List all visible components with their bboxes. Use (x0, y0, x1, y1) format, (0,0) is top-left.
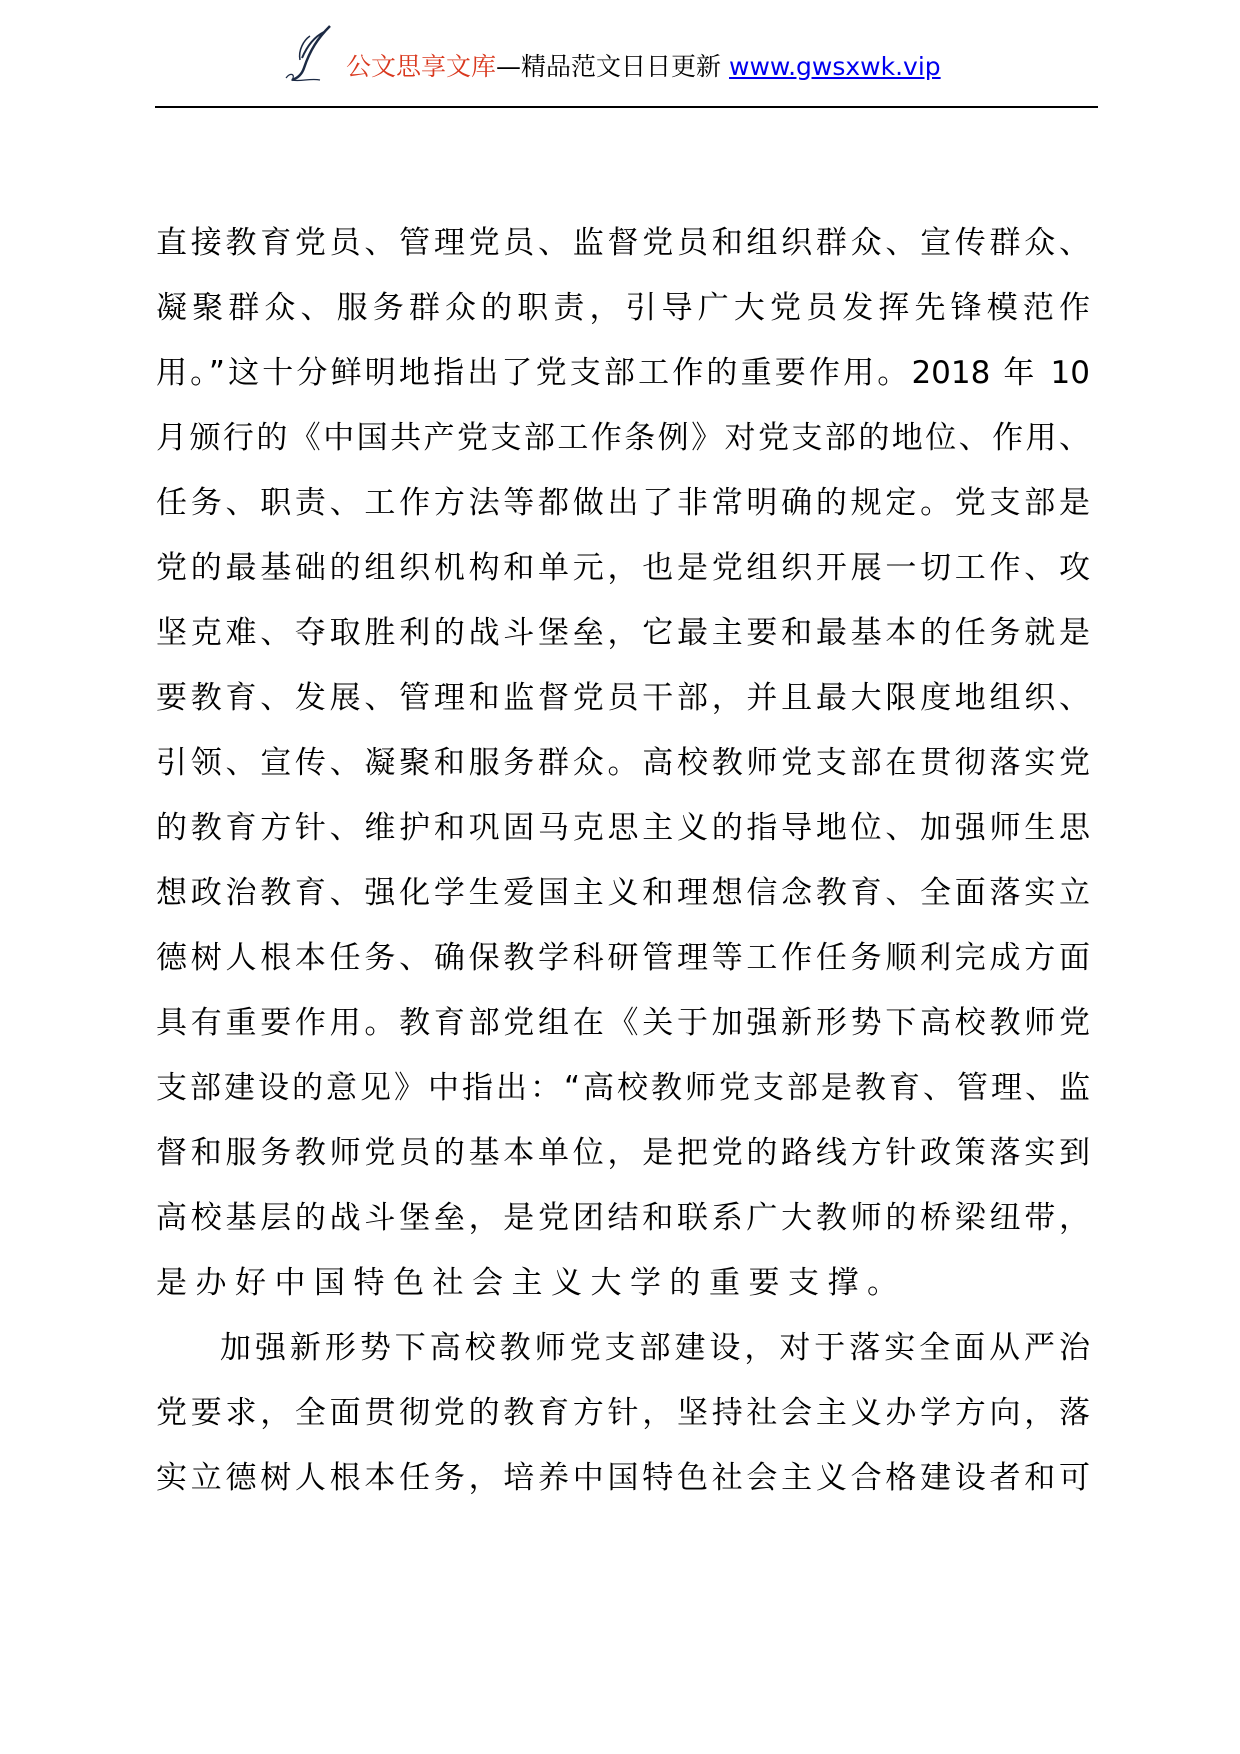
text-line: 实立德树人根本任务，培养中国特色社会主义合格建设者和可 (156, 1460, 1090, 1496)
text-line: 加强新形势下高校教师党支部建设，对于落实全面从严治 (220, 1330, 1090, 1366)
header-divider (155, 106, 1098, 108)
text-line: 直接教育党员、管理党员、监督党员和组织群众、宣传群众、 (156, 225, 1090, 261)
text-line: 的教育方针、维护和巩固马克思主义的指导地位、加强师生思 (156, 810, 1090, 846)
text-line: 月颁行的《中国共产党支部工作条例》对党支部的地位、作用、 (156, 420, 1090, 456)
text-line: 党的最基础的组织机构和单元，也是党组织开展一切工作、攻 (156, 550, 1090, 586)
site-link[interactable]: www.gwsxwk.vip (729, 52, 941, 81)
text-line: 想政治教育、强化学生爱国主义和理想信念教育、全面落实立 (156, 875, 1090, 911)
text-line: 是办好中国特色社会主义大学的重要支撑。 (156, 1265, 907, 1301)
text-line: 德树人根本任务、确保教学科研管理等工作任务顺利完成方面 (156, 940, 1090, 976)
text-line: 引领、宣传、凝聚和服务群众。高校教师党支部在贯彻落实党 (156, 745, 1090, 781)
text-line: 高校基层的战斗堡垒，是党团结和联系广大教师的桥梁纽带， (156, 1200, 1090, 1236)
quill-pen-logo-icon (280, 24, 340, 84)
text-line: 督和服务教师党员的基本单位，是把党的路线方针政策落实到 (156, 1135, 1090, 1171)
tagline: —精品范文日日更新 (496, 52, 722, 81)
header-text (346, 52, 941, 84)
text-line: 任务、职责、工作方法等都做出了非常明确的规定。党支部是 (156, 485, 1090, 521)
document-body (156, 211, 1090, 1511)
brand-name: 公文思享文库 (346, 52, 497, 81)
text-line: 用。”这十分鲜明地指出了党支部工作的重要作用。2018 年 10 (156, 355, 1090, 391)
text-line: 凝聚群众、服务群众的职责，引导广大党员发挥先锋模范作 (156, 290, 1090, 326)
page-header (280, 14, 941, 84)
text-line: 要教育、发展、管理和监督党员干部，并且最大限度地组织、 (156, 680, 1090, 716)
text-line: 党要求，全面贯彻党的教育方针，坚持社会主义办学方向，落 (156, 1395, 1090, 1431)
text-line: 坚克难、夺取胜利的战斗堡垒，它最主要和最基本的任务就是 (156, 615, 1090, 651)
text-line: 具有重要作用。教育部党组在《关于加强新形势下高校教师党 (156, 1005, 1090, 1041)
text-line: 支部建设的意见》中指出：“高校教师党支部是教育、管理、监 (156, 1070, 1090, 1106)
